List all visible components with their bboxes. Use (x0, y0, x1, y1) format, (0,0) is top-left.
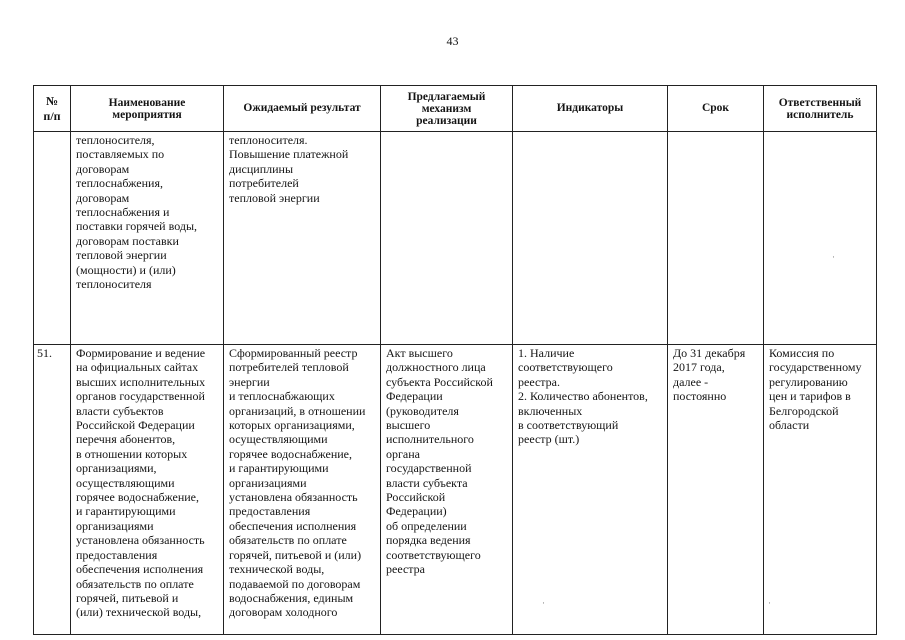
cell-responsible (764, 132, 877, 345)
scan-speck: · (768, 598, 771, 608)
cell-number: 51. (34, 345, 71, 635)
cell-name: теплоносителя, поставляемых по договорам теплоснабжения, договорам теплоснабжения и поставки горячей воды, договорам поставки тепловой энергии (мощности) и (или) теплоносителя (71, 132, 224, 345)
cell-result: теплоносителя. Повышение платежной дисциплины потребителей тепловой энергии (224, 132, 381, 345)
header-mechanism: Предлагаемый механизм реализации (381, 86, 513, 132)
cell-mechanism (381, 132, 513, 345)
cell-term (668, 132, 764, 345)
header-number: № п/п (34, 86, 71, 132)
cell-indicators (513, 132, 668, 345)
table-row (34, 132, 877, 345)
header-term: Срок (668, 86, 764, 132)
cell-indicators: 1. Наличие соответствующего реестра. 2. Количество абонентов, включенных в соответствующий реестр (шт.) (513, 345, 668, 635)
cell-responsible: Комиссия по государственному регулированию цен и тарифов в Белгородской области (764, 345, 877, 635)
cell-name: Формирование и ведение на официальных сайтах высших исполнительных органов государственной власти субъектов Российской Федерации перечня абонентов, в отношении которых организациями, осуществляющими горячее водоснабжение, и гарантирующими организациями установлена обязанность предоставления обеспечения исполнения обязательств по оплате горячей, питьевой и (или) технической воды, (71, 345, 224, 635)
header-indicators: Индикаторы (513, 86, 668, 132)
cell-mechanism: Акт высшего должностного лица субъекта Российской Федерации (руководителя высшего исполнительного органа государственной власти субъекта Российской Федерации) об определении порядка ведения соответствующего реестра (381, 345, 513, 635)
table-header-row (34, 86, 877, 132)
cell-number (34, 132, 71, 345)
cell-result: Сформированный реестр потребителей тепловой энергии и теплоснабжающих организаций, в отношении которых организациями, осуществляющими горячее водоснабжение, и гарантирующими организациями установлена обязанность предоставления обеспечения исполнения обязательств по оплате горячей, питьевой и (или) технической воды, подаваемой по договорам водоснабжения, единым договорам холодного (224, 345, 381, 635)
header-responsible: Ответственный исполнитель (764, 86, 877, 132)
table-row (34, 345, 877, 635)
page-number: 43 (446, 34, 459, 48)
measures-table (33, 85, 877, 635)
header-result: Ожидаемый результат (224, 86, 381, 132)
cell-term: До 31 декабря 2017 года, далее - постоянно (668, 345, 764, 635)
scan-speck: · (832, 252, 835, 262)
header-name: Наименование мероприятия (71, 86, 224, 132)
scan-speck: · (542, 598, 545, 608)
